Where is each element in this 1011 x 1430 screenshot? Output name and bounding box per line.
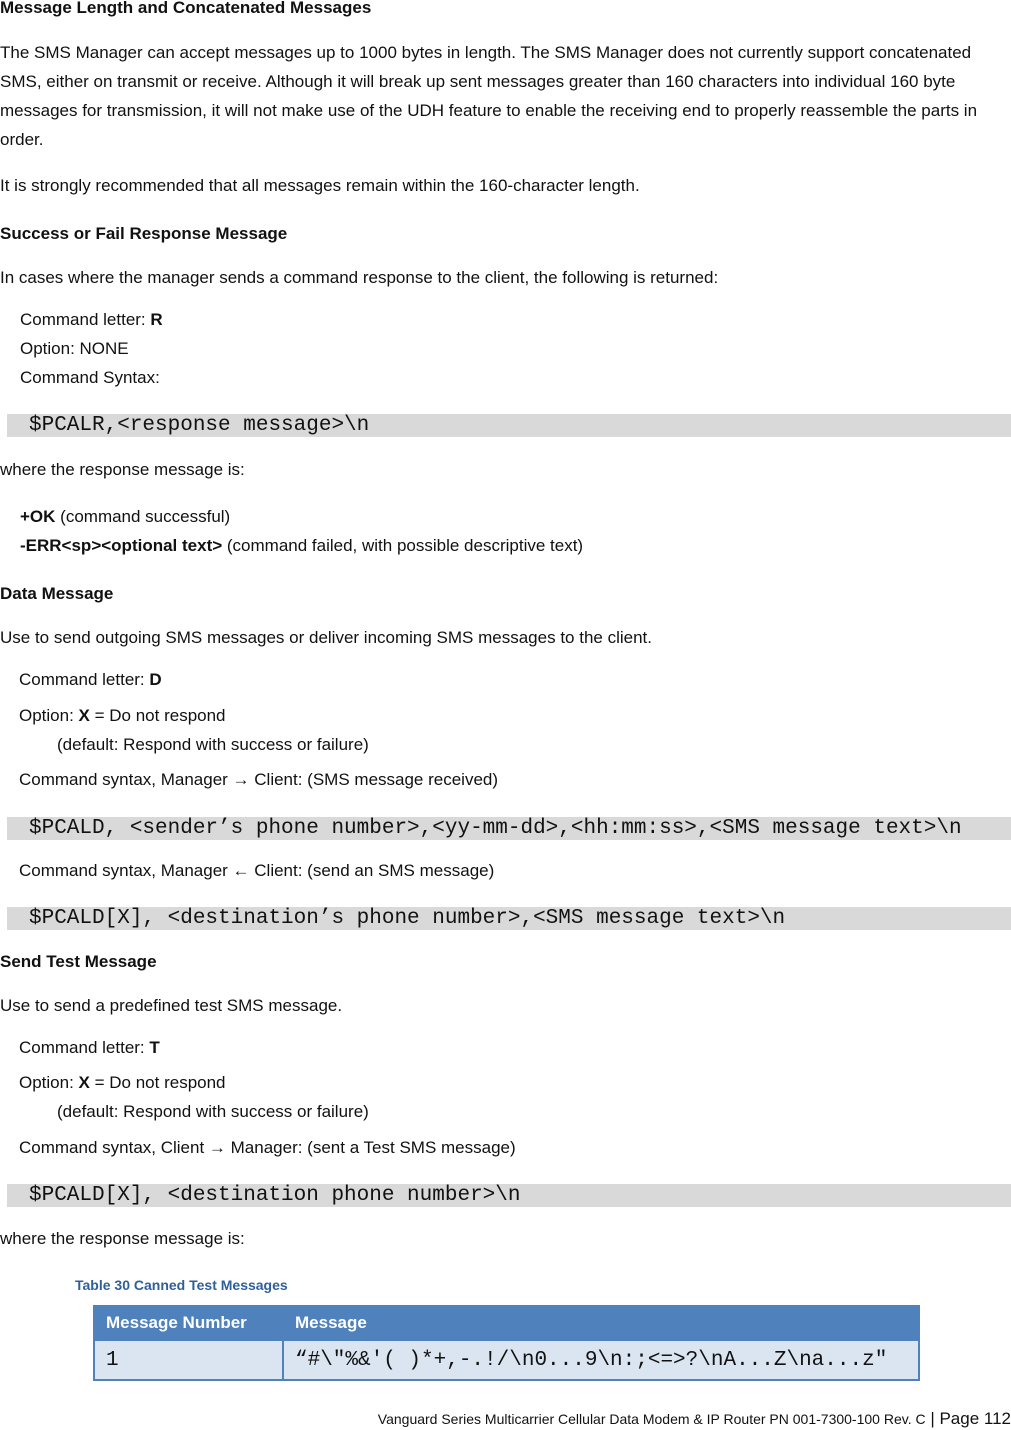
syntax-send-line [19,861,494,881]
paragraph-test-intro: Use to send a predefined test SMS message. [0,996,343,1015]
cell-message: “#\"%&'( )*+,-.!/\n0...9\n:;<=>?\nA...Z\na...z" [283,1340,919,1380]
command-letter-label: Command letter: [19,670,150,689]
table-caption: Table 30 Canned Test Messages [75,1277,288,1293]
command-letter-value: T [149,1038,160,1057]
command-letter-line [20,310,163,330]
err-code: -ERR<sp><optional text> [20,536,223,555]
ok-response-line [20,507,230,527]
ok-description: (command successful) [55,507,231,526]
syntax-test-line [19,1138,516,1158]
ok-code: +OK [20,507,56,526]
canned-messages-table [93,1305,920,1381]
option-default-line: (default: Respond with success or failure) [57,1102,369,1121]
section-heading-data-message: Data Message [0,584,114,603]
syntax-description: Manager: (sent a Test SMS message) [225,1138,516,1157]
column-header-message: Message [283,1306,919,1340]
command-letter-label: Command letter: [20,310,151,329]
footer-separator: | [925,1409,940,1428]
command-letter-value: R [150,310,163,329]
syntax-label: Command syntax, Manager [19,861,233,880]
err-description: (command failed, with possible descriptive text) [222,536,584,555]
paragraph-data-intro: Use to send outgoing SMS messages or deliver incoming SMS messages to the client. [0,628,652,647]
page-footer [378,1409,1011,1429]
option-label: Option: [19,1073,79,1092]
section-heading-response-message: Success or Fail Response Message [0,224,288,243]
syntax-description: Client: (SMS message received) [249,770,499,789]
syntax-description: Client: (send an SMS message) [249,861,495,880]
option-label: Option: [19,706,79,725]
paragraph-where-response: where the response message is: [0,460,245,479]
code-block-received: $PCALD, <sender’s phone number>,<yy-mm-dd>,<hh:mm:ss>,<SMS message text>\n [7,817,1011,840]
syntax-received-line [19,770,498,790]
option-line [19,1073,226,1093]
page-number: Page 112 [939,1409,1011,1428]
option-default-line: (default: Respond with success or failure) [57,735,369,754]
paragraph-response-intro: In cases where the manager sends a command response to the client, the following is returned: [0,268,719,287]
option-line: Option: NONE [20,339,129,358]
command-letter-line [19,1038,160,1058]
syntax-label: Command syntax, Client [19,1138,209,1157]
command-letter-value: D [149,670,162,689]
syntax-label: Command syntax, Manager [19,770,233,789]
footer-document-title: Vanguard Series Multicarrier Cellular Data Modem & IP Router PN 001-7300-100 Rev. C [377,1411,926,1427]
right-arrow-icon: → [208,1138,226,1157]
table-row [94,1340,919,1380]
code-block-test: $PCALD[X], <destination phone number>\n [7,1184,1011,1207]
column-header-message-number: Message Number [94,1306,283,1340]
code-block-send: $PCALD[X], <destination’s phone number>,<SMS message text>\n [7,907,1011,930]
code-block-response: $PCALR,<response message>\n [7,414,1011,437]
left-arrow-icon: ← [232,861,250,880]
section-heading-message-length: Message Length and Concatenated Messages [0,0,372,17]
option-code: X [78,706,90,725]
err-response-line [20,536,583,556]
option-code: X [78,1073,90,1092]
option-description: = Do not respond [89,1073,226,1092]
command-letter-label: Command letter: [19,1038,150,1057]
right-arrow-icon: → [232,770,250,789]
option-line [19,706,226,726]
paragraph-recommendation: It is strongly recommended that all messages remain within the 160-character length. [0,176,640,195]
table-header-row [94,1306,919,1340]
cell-message-number: 1 [94,1340,283,1380]
paragraph-where-test: where the response message is: [0,1229,245,1248]
section-heading-send-test: Send Test Message [0,952,157,971]
option-description: = Do not respond [89,706,226,725]
command-syntax-label: Command Syntax: [20,368,160,387]
paragraph-message-length: The SMS Manager can accept messages up to 1000 bytes in length. The SMS Manager does not currently support concatenated SMS, either on transmit or receive. Although it will break up sent messages greater than 160 characters into individual 160 byte messages for transmission, it will not make use of the UDH feature to enable the receiving end to properly reassemble the parts in order. [0,43,978,149]
command-letter-line [19,670,162,690]
